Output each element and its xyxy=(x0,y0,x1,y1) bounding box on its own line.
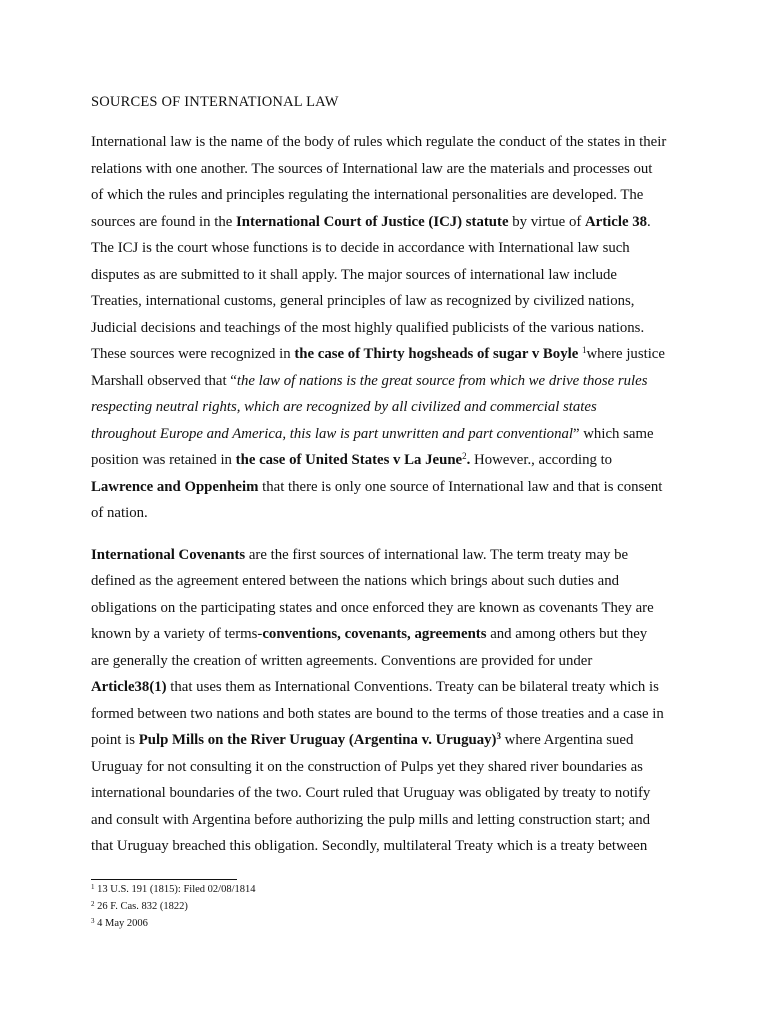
text: and consult with Argentina before authorizing the pulp mills and letting construction start; and xyxy=(91,812,651,828)
bold-text: International Covenants xyxy=(91,547,246,563)
footnote-text: 4 May 2006 xyxy=(94,918,148,929)
text-line xyxy=(91,239,630,257)
text: . xyxy=(647,214,651,230)
text: obligations on the participating states and once enforced they are known as covenants They are xyxy=(91,600,654,616)
page-title: SOURCES OF INTERNATIONAL LAW xyxy=(91,94,339,110)
text-line xyxy=(91,758,643,776)
text-line xyxy=(91,731,633,749)
text: that uses them as International Conventions. Treaty can be bilateral treaty which is xyxy=(166,679,659,695)
text: international boundaries of the two. Court ruled that Uruguay was obligated by treaty to notify xyxy=(91,785,651,801)
text-line xyxy=(91,705,664,723)
bold-text: Pulp Mills on the River Uruguay (Argentina v. Uruguay) xyxy=(138,732,497,748)
text-line xyxy=(91,345,665,363)
text-line xyxy=(91,599,654,617)
text: position was retained in xyxy=(91,452,236,468)
text-line xyxy=(91,572,619,590)
footnote-text: 26 F. Cas. 832 (1822) xyxy=(94,901,188,912)
text-line xyxy=(91,425,654,443)
bold-text: International Court of Justice (ICJ) statute xyxy=(236,214,509,230)
text-line xyxy=(91,133,666,151)
footnote-separator xyxy=(91,879,237,880)
text: International law is the name of the body of rules which regulate the conduct of the states in their xyxy=(91,134,667,150)
text: The ICJ is the court whose functions is to decide in accordance with International law such xyxy=(91,240,630,256)
text: sources are found in the xyxy=(91,214,237,230)
text: However., according to xyxy=(470,452,613,468)
text: relations with one another. The sources of International law are the materials and processes out xyxy=(91,161,653,177)
text-line xyxy=(91,546,628,564)
text: disputes as are submitted to it shall apply. The major sources of international law include xyxy=(91,267,617,283)
footnote-2 xyxy=(91,900,188,913)
text-line xyxy=(91,478,662,496)
footnote-ref[interactable]: 1 xyxy=(581,345,587,355)
text: where justice xyxy=(586,346,665,362)
text: known by a variety of terms- xyxy=(91,626,263,642)
text-line xyxy=(91,784,650,802)
text-line xyxy=(91,652,592,670)
footnote-number: 2 xyxy=(91,900,95,908)
text: where Argentina sued xyxy=(500,732,634,748)
text-line xyxy=(91,160,652,178)
bold-text: Article 38 xyxy=(584,214,648,230)
text: are generally the creation of written agreements. Conventions are provided for under xyxy=(91,653,593,669)
text: Marshall observed that “ xyxy=(91,373,237,389)
text: are the first sources of international law. The term treaty may be xyxy=(245,547,629,563)
footnote-text: 13 U.S. 191 (1815): Filed 02/08/1814 xyxy=(94,884,256,895)
text: defined as the agreement entered between the nations which brings about such duties and xyxy=(91,573,619,589)
text: formed between two nations and both states are bound to the terms of those treaties and a case in xyxy=(91,706,664,722)
footnote-number: 1 xyxy=(91,883,95,891)
text-line xyxy=(91,625,647,643)
text-line xyxy=(91,186,643,204)
text-line xyxy=(91,292,635,310)
text-line xyxy=(91,398,597,416)
footnote-number: 3 xyxy=(91,917,95,925)
italic-quote: respecting neutral rights, which are recognized by all civilized and commercial states xyxy=(91,399,597,415)
bold-text: . xyxy=(466,452,471,468)
text: These sources were recognized in xyxy=(91,346,295,362)
text-line xyxy=(91,837,647,855)
text-line xyxy=(91,372,647,390)
text: ” which same xyxy=(572,426,654,442)
bold-text: the case of United States v La Jeune xyxy=(235,452,463,468)
text: by virtue of xyxy=(508,214,585,230)
italic-quote: throughout Europe and America, this law is part unwritten and part conventional xyxy=(91,426,573,442)
text: that Uruguay breached this obligation. Secondly, multilateral Treaty which is a treaty between xyxy=(91,838,648,854)
bold-text: the case of Thirty hogsheads of sugar v Boyle xyxy=(294,346,582,362)
text-line xyxy=(91,451,612,469)
text-line xyxy=(91,319,644,337)
italic-quote: the law of nations is the great source from which we drive those rules xyxy=(236,373,648,389)
text: point is xyxy=(91,732,139,748)
footnote-ref[interactable]: 3 xyxy=(496,731,501,741)
text: of which the rules and principles regulating the international personalities are developed. The xyxy=(91,187,644,203)
text: Judicial decisions and teachings of the most highly qualified publicists of the various nations. xyxy=(91,320,645,336)
text-line xyxy=(91,504,148,522)
text: and among others but they xyxy=(486,626,648,642)
bold-text: Article38(1) xyxy=(91,679,167,695)
text: of nation. xyxy=(91,505,148,521)
bold-text: Lawrence and Oppenheim xyxy=(91,479,259,495)
text: that there is only one source of International law and that is consent xyxy=(258,479,663,495)
text: Uruguay for not consulting it on the construction of Pulps yet they shared river boundaries as xyxy=(91,759,643,775)
bold-text: conventions, covenants, agreements xyxy=(262,626,487,642)
text: Treaties, international customs, general principles of law as recognized by civilized nations, xyxy=(91,293,635,309)
footnote-3 xyxy=(91,917,148,930)
footnote-ref[interactable]: 2 xyxy=(462,451,467,461)
text-line xyxy=(91,811,650,829)
text-line xyxy=(91,213,651,231)
footnote-1 xyxy=(91,883,256,896)
text-line xyxy=(91,678,659,696)
text-line xyxy=(91,266,617,284)
